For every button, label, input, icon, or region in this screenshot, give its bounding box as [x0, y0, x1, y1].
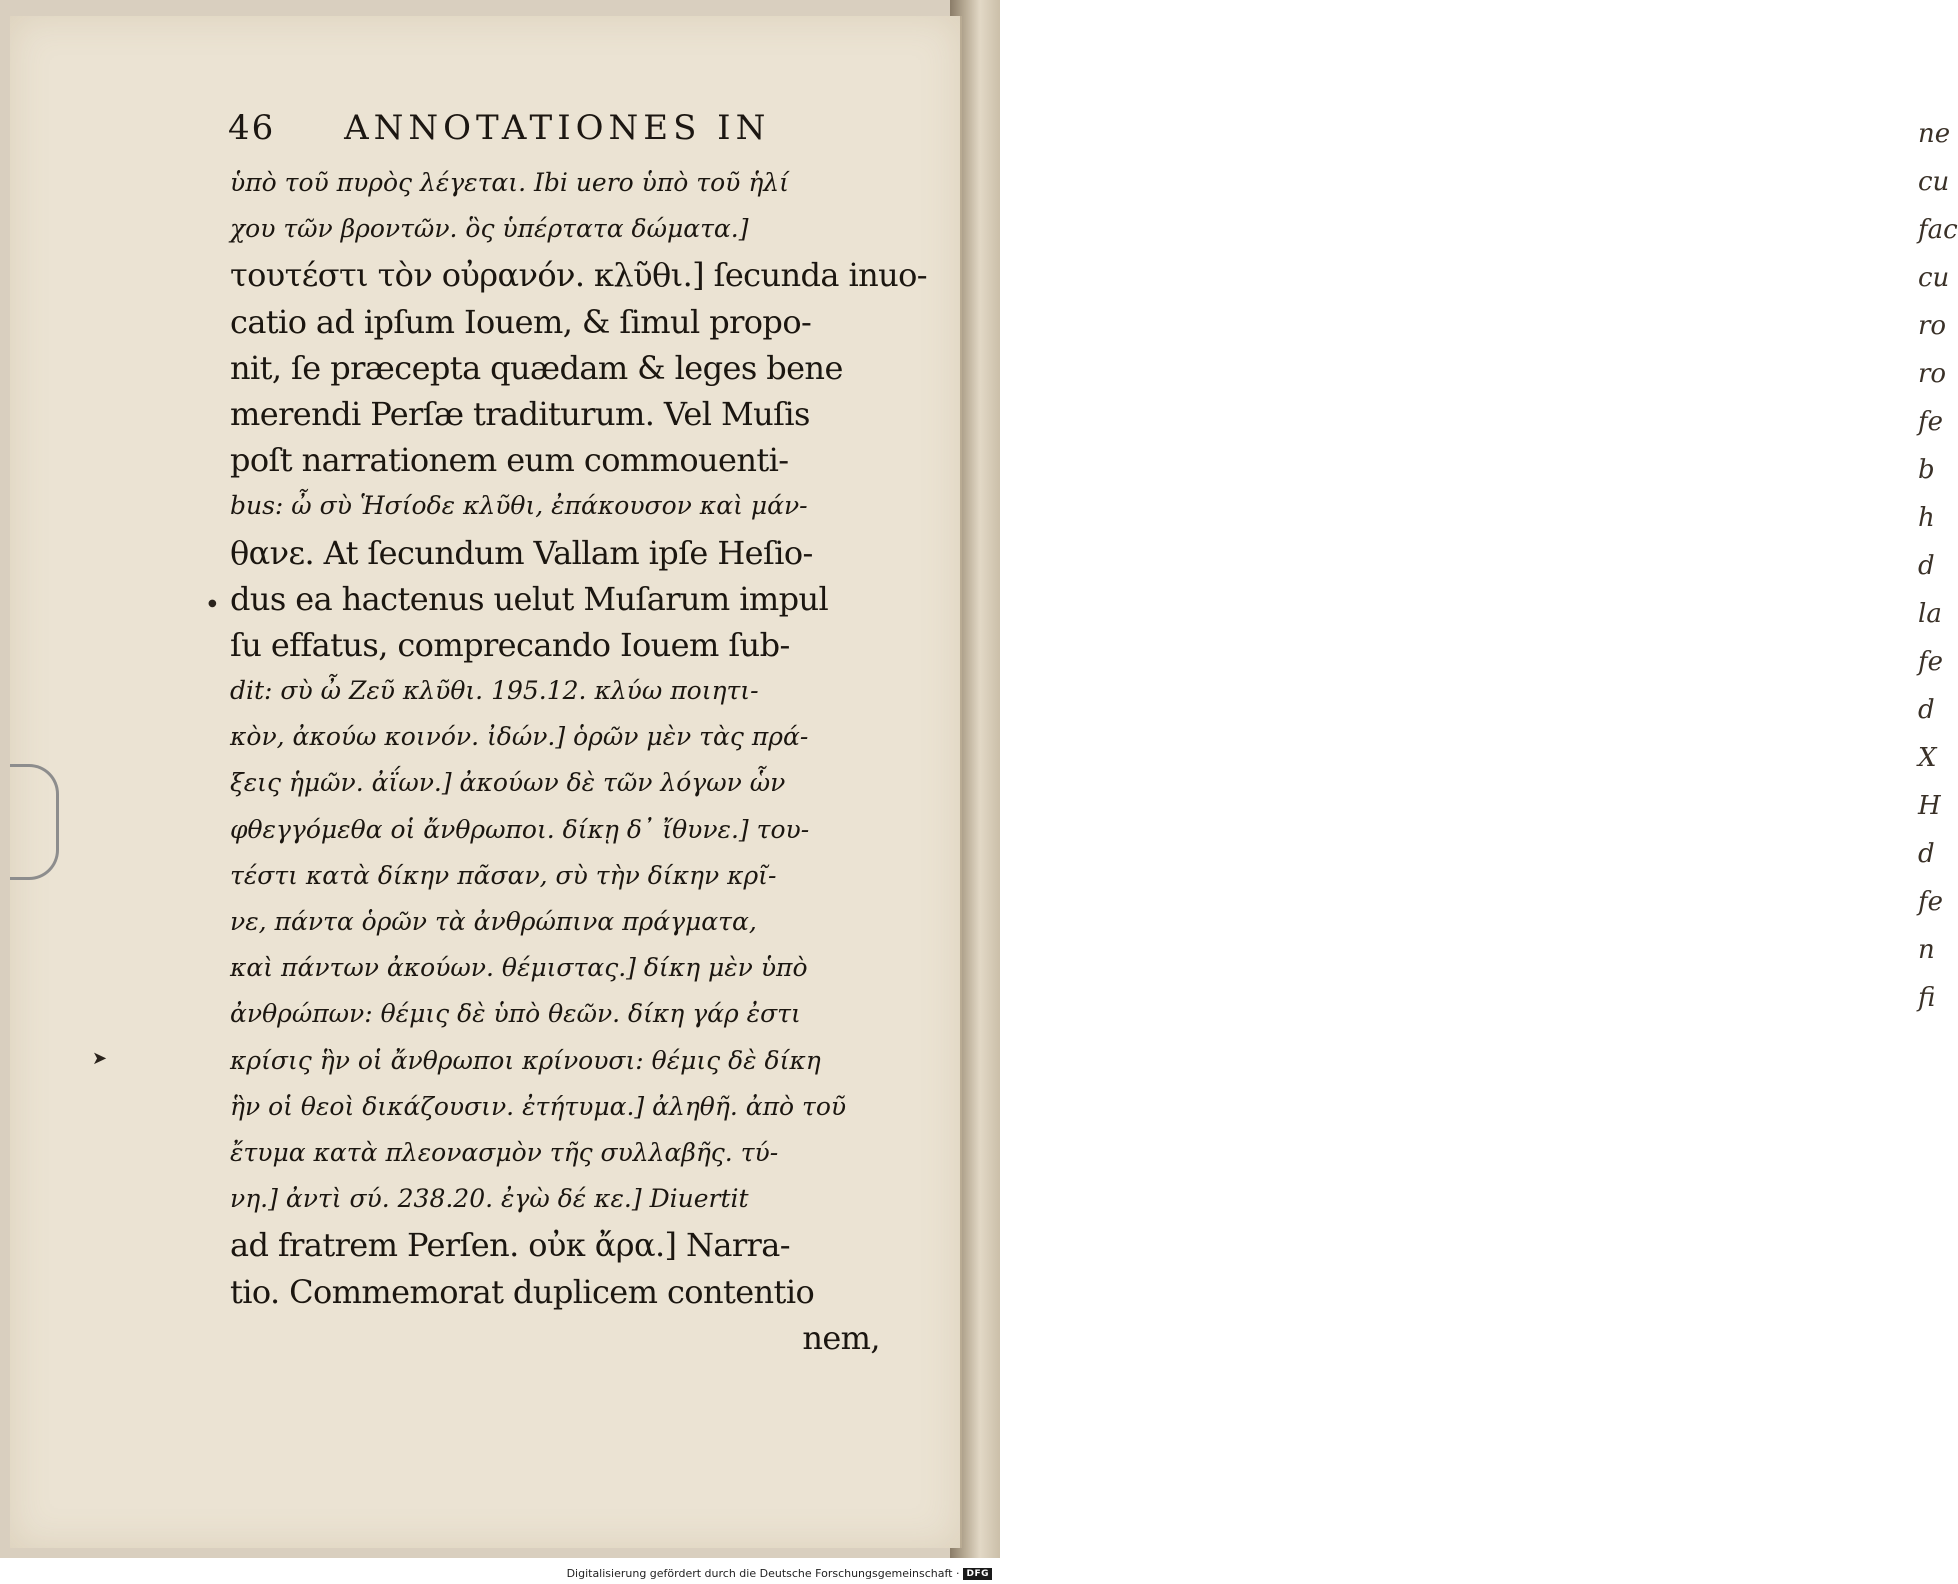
ink-mark: ➤: [92, 1048, 108, 1069]
text-line: καὶ πάντων ἀκούων. θέμιστας.] δίκη μὲν ὑπὸ: [230, 953, 808, 983]
text-line: ξεις ἡμῶν. ἀΐων.] ἀκούων δὲ τῶν λόγων ὧν: [230, 768, 786, 798]
text-line: κρίσις ἣν οἱ ἄνθρωποι κρίνουσι: θέμις δὲ δίκη: [230, 1045, 821, 1075]
text-line: merendi Perſæ traditurum. Vel Muſis: [230, 394, 810, 433]
text-line: ἀνθρώπων: θέμις δὲ ὑπὸ θεῶν. δίκη γάρ ἐστι: [230, 999, 801, 1029]
text-line: nem,: [802, 1318, 880, 1357]
text-line: dit: σὺ ὦ Ζεῦ κλῦθι. 195.12. κλύω ποιητι-: [230, 676, 759, 706]
text-line: τέστι κατὰ δίκην πᾶσαν, σὺ τὴν δίκην κρῖ-: [230, 860, 777, 890]
running-title: ANNOTATIONES IN: [344, 108, 771, 148]
credit-text: Digitalisierung gefördert durch die Deutsche Forschungsgemeinschaft ·: [566, 1567, 960, 1580]
text-line: ἔτυμα κατὰ πλεονασμὸν τῆς συλλαβῆς. τύ-: [230, 1137, 779, 1167]
text-line: νη.] ἀντὶ σύ. 238.20. ἐγὼ δέ κε.] Diuertit: [230, 1184, 749, 1214]
text-line: dus ea hactenus uelut Muſarum impul: [230, 579, 829, 618]
text-line: poſt narrationem eum commouenti-: [230, 441, 789, 480]
text-line: ſu effatus, comprecando Iouem ſub-: [230, 625, 790, 664]
facing-page-fragments: ne cu fac cu ro ro fe b h d la fe d X H d fe n fi: [1918, 119, 1958, 1013]
running-head: [228, 108, 770, 148]
text-line: tio. Commemorat duplicem contentio: [230, 1272, 815, 1311]
text-line: θανε. At ſecundum Vallam ipſe Heſio-: [230, 533, 813, 572]
text-line: catio ad ipſum Iouem, & ſimul propo-: [230, 302, 812, 341]
text-line: ὑπὸ τοῦ πυρὸς λέγεται. Ibi uero ὑπὸ τοῦ ἡλί: [230, 168, 789, 197]
text-block: [230, 160, 927, 1361]
page-number: 46: [228, 108, 276, 148]
page-clip: [10, 764, 59, 880]
text-line: χου τῶν βροντῶν. ὃς ὑπέρτατα δώματα.]: [230, 214, 749, 244]
text-line: ἣν οἱ θεοὶ δικάζουσιν. ἐτήτυμα.] ἀληθῆ. ἀπὸ τοῦ: [230, 1091, 847, 1121]
text-line: bus: ὦ σὺ Ἡσίοδε κλῦθι, ἐπάκουσον καὶ μάν-: [230, 491, 808, 521]
text-line: τουτέστι τὸν οὐρανόν. κλῦθι.] ſecunda inuo-: [230, 256, 927, 295]
text-line: nit, ſe præcepta quædam & leges bene: [230, 348, 843, 387]
text-line: φθεγγόμεθα οἱ ἄνθρωποι. δίκῃ δ᾽ ἴθυνε.] του-: [230, 814, 810, 844]
text-line: κὸν, ἀκούω κοινόν. ἰδών.] ὁρῶν μὲν τὰς πρά-: [230, 722, 809, 752]
text-line: ad fratrem Perſen. οὐκ ἄρα.] Narra-: [230, 1226, 790, 1265]
text-line: νε, πάντα ὁρῶν τὰ ἀνθρώπινα πράγματα,: [230, 907, 757, 936]
ink-dot: ●: [208, 598, 217, 609]
dfg-logo: DFG: [963, 1568, 992, 1580]
digitization-credit: [567, 1567, 992, 1580]
